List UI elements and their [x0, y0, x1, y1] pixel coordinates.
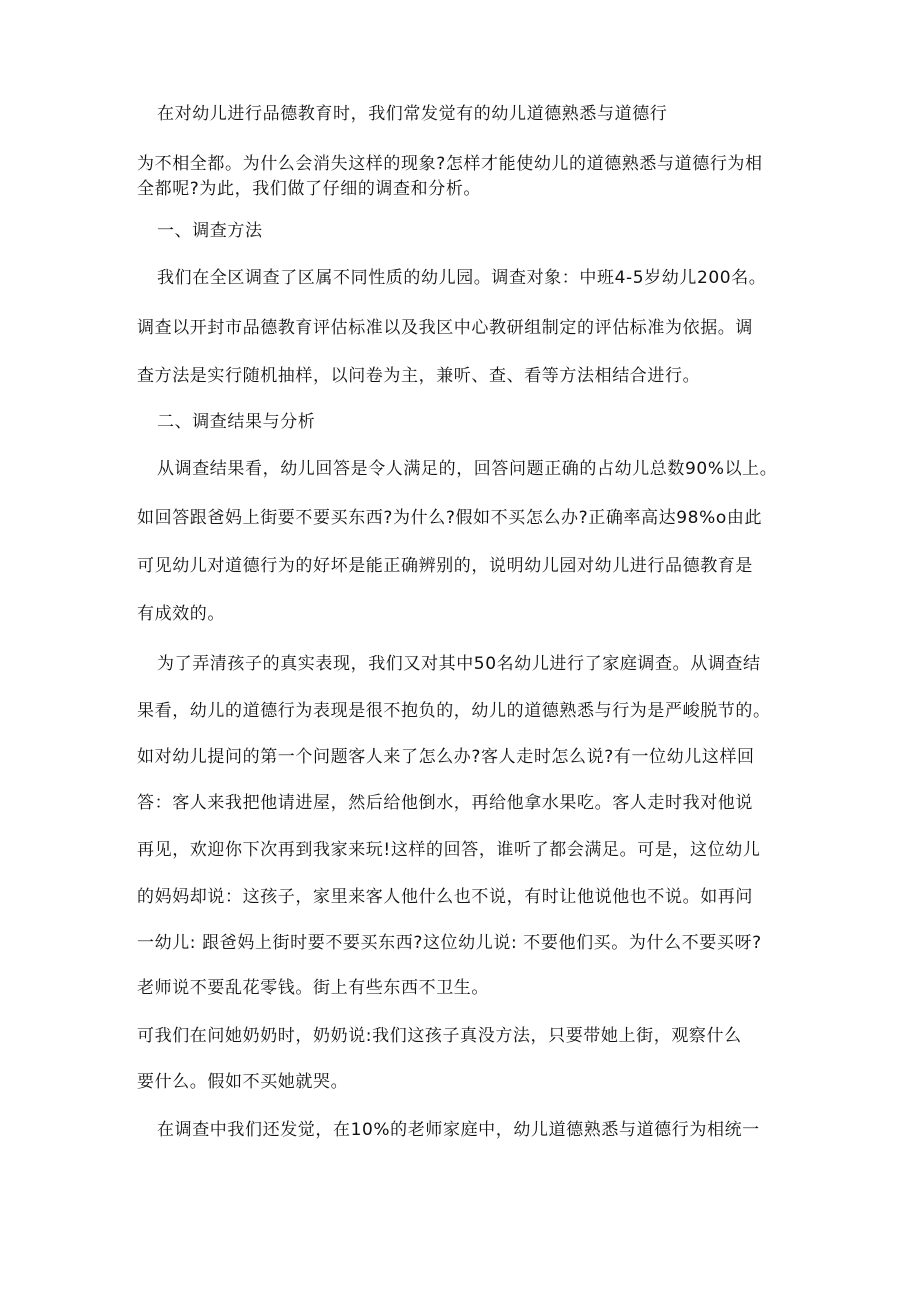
text-line: 可我们在问她奶奶时，奶奶说:我们这孩子真没方法，只要带她上街，观察什么 — [137, 1026, 742, 1046]
text-line: 的妈妈却说：这孩子，家里来客人他什么也不说，有时让他说他也不说。如再问 — [137, 887, 753, 907]
section-heading: 二、调查结果与分析 — [157, 412, 316, 432]
text-line: 再见，欢迎你下次再到我家来玩!这样的回答，谁听了都会满足。可是，这位幼儿 — [137, 840, 761, 860]
text-line: 全都呢?为此，我们做了仔细的调查和分析。 — [137, 179, 482, 199]
text-line: 有成效的。 — [137, 604, 225, 624]
text-line: 果看，幼儿的道德行为表现是很不抱负的，幼儿的道德熟悉与行为是严峻脱节的。 — [137, 701, 771, 721]
text-line: 从调查结果看，幼儿回答是令人满足的，回答问题正确的占幼儿总数90%以上。 — [157, 459, 778, 479]
text-line: 我们在全区调查了区属不同性质的幼儿园。调查对象：中班4-5岁幼儿200名。 — [157, 268, 767, 288]
section-heading: 一、调查方法 — [157, 221, 263, 241]
text-line: 如对幼儿提问的第一个问题客人来了怎么办?客人走时怎么说?有一位幼儿这样回 — [137, 747, 755, 767]
text-line: 调查以开封市品德教育评估标准以及我区中心教研组制定的评估标准为依据。调 — [137, 318, 753, 338]
text-line: 可见幼儿对道德行为的好坏是能正确辨别的，说明幼儿园对幼儿进行品德教育是 — [137, 556, 753, 576]
text-line: 为了弄清孩子的真实表现，我们又对其中50名幼儿进行了家庭调查。从调查结 — [157, 654, 761, 674]
text-line: 在调查中我们还发觉，在10%的老师家庭中，幼儿道德熟悉与道德行为相统一 — [157, 1120, 760, 1140]
text-line: 要什么。假如不买她就哭。 — [137, 1072, 349, 1092]
text-line: 老师说不要乱花零钱。街上有些东西不卫生。 — [137, 978, 489, 998]
text-line: 在对幼儿进行品德教育时，我们常发觉有的幼儿道德熟悉与道德行 — [157, 104, 668, 124]
text-line: 为不相全都。为什么会消失这样的现象?怎样才能使幼儿的道德熟悉与道德行为相 — [137, 154, 763, 174]
text-line: 一幼儿: 跟爸妈上街时要不要买东西?这位幼儿说: 不要他们买。为什么不要买呀? — [137, 933, 762, 953]
text-line: 查方法是实行随机抽样，以问卷为主，兼听、查、看等方法相结合进行。 — [137, 366, 701, 386]
text-line: 答：客人来我把他请进屋，然后给他倒水，再给他拿水果吃。客人走时我对他说 — [137, 793, 753, 813]
text-line: 如回答跟爸妈上街要不要买东西?为什么?假如不买怎么办?正确率高达98%o由此 — [137, 508, 763, 528]
